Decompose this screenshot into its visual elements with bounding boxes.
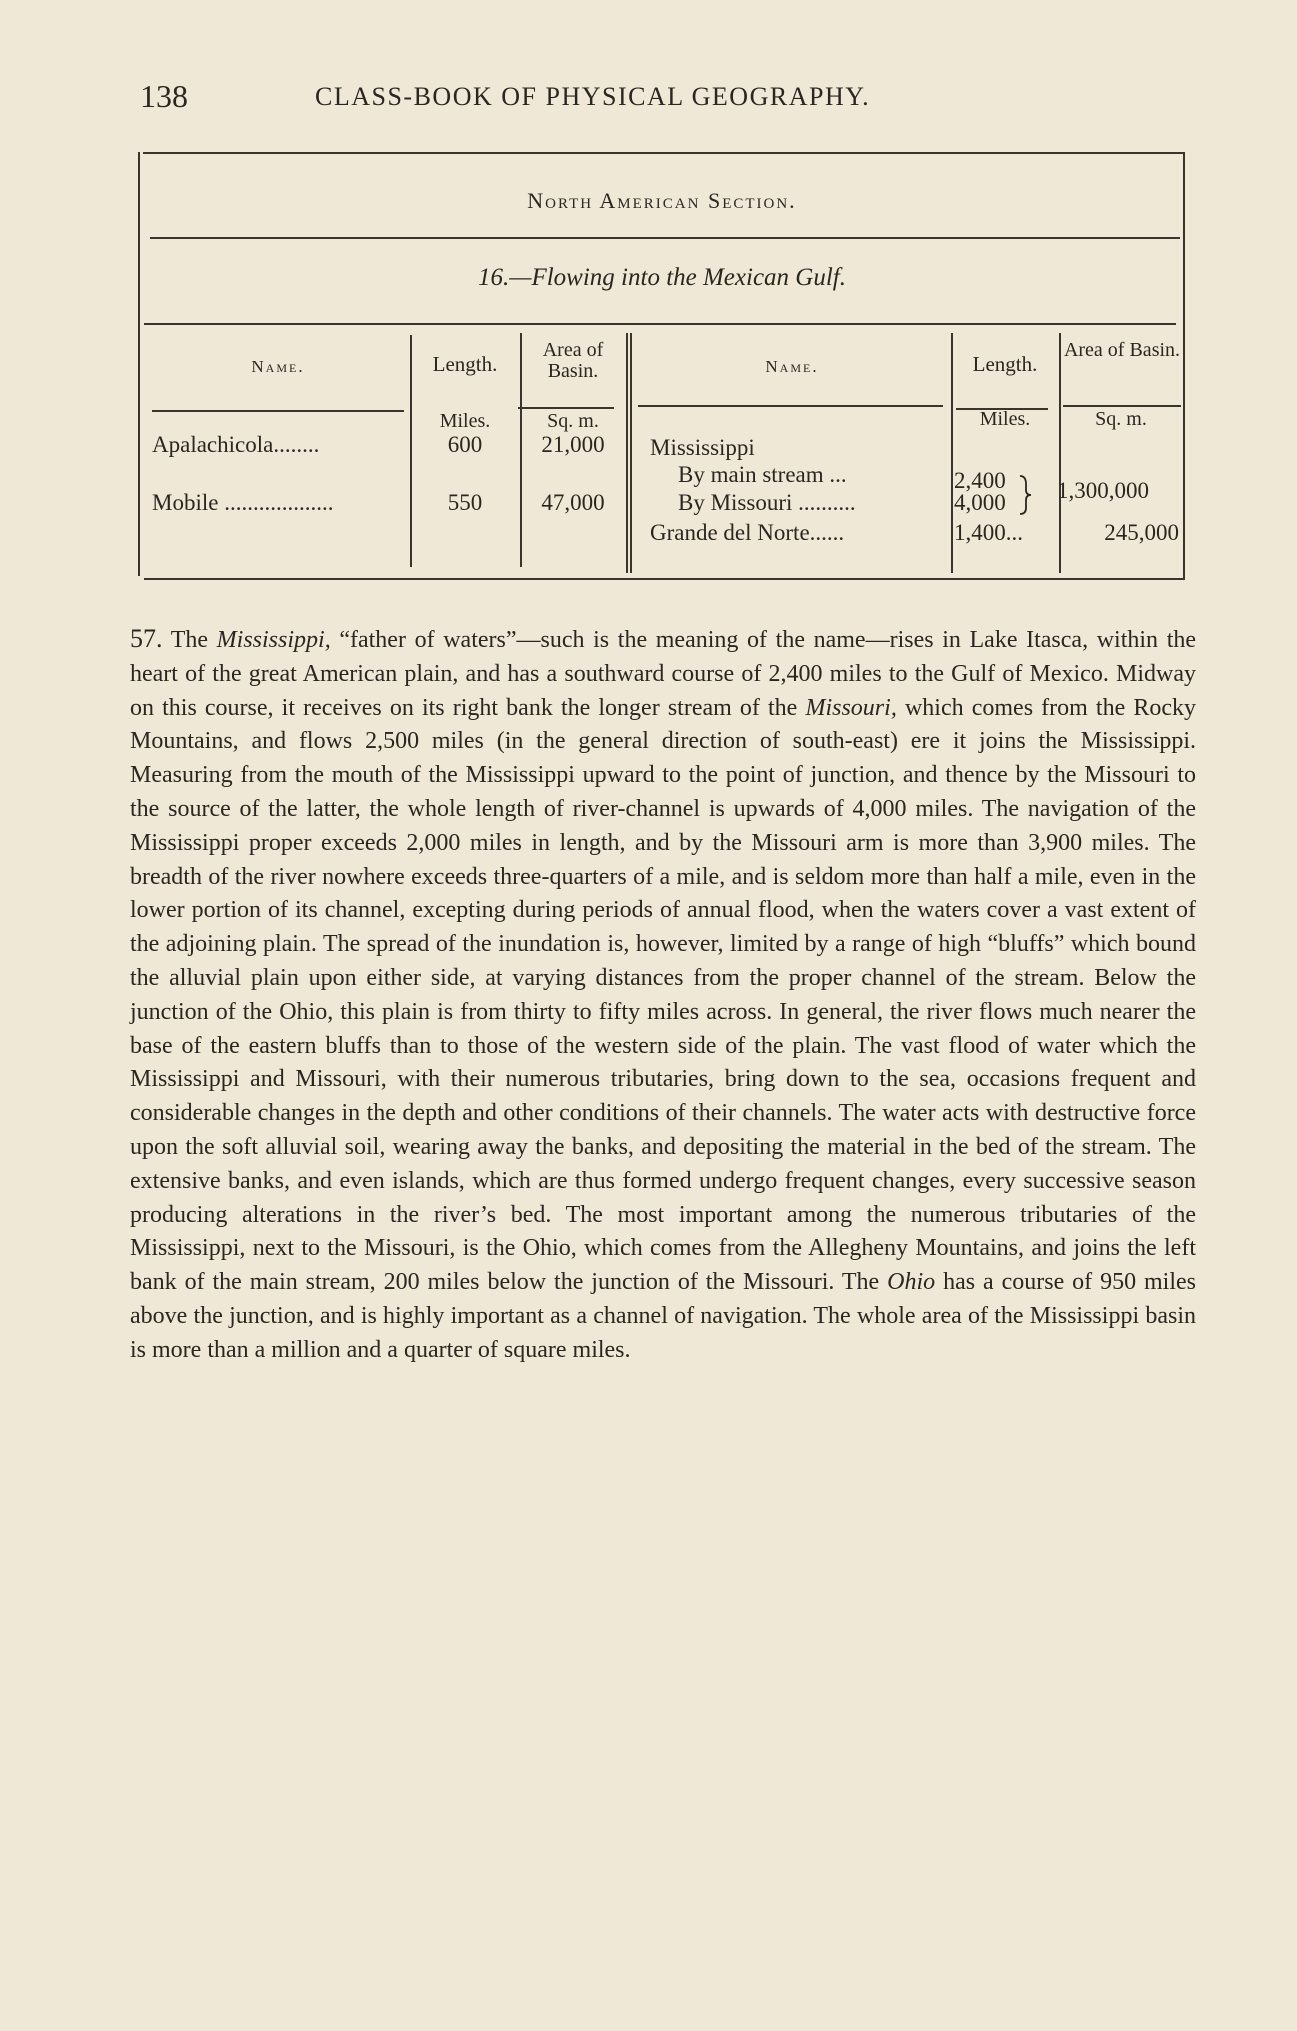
river-name: Mississippi <box>650 435 755 460</box>
river-length: 2,400 <box>954 468 1006 493</box>
river-name: Mobile ................... <box>152 490 334 515</box>
river-branch-name: By Missouri .......... <box>678 490 856 515</box>
river-name: Apalachicola........ <box>152 432 320 457</box>
rivers-table <box>138 150 1186 582</box>
river-length: 1,400... <box>954 520 1023 545</box>
header-underline <box>1063 405 1181 407</box>
running-title: CLASS-BOOK OF PHYSICAL GEOGRAPHY. <box>315 82 871 111</box>
unit-area-left: Sq. m. <box>547 410 599 432</box>
section-divider-rule <box>150 237 1180 239</box>
header-name-left: Name. <box>251 357 305 376</box>
unit-length-left: Miles. <box>439 410 491 432</box>
header-length-left: Length. <box>432 352 498 376</box>
header-name-right: Name. <box>765 357 819 376</box>
table-left-rule <box>138 152 140 576</box>
header-area-left: Area of Basin. <box>542 339 604 382</box>
river-basin-area: 1,300,000 <box>1057 478 1149 503</box>
river-branch-name: By main stream ... <box>678 462 847 487</box>
river-basin-area: 245,000 <box>1104 520 1179 545</box>
table-top-rule <box>143 152 1183 154</box>
body-paragraph: 57. The Mississippi, “father of waters”—such is the meaning of the name—rises in Lake Itasca, within the heart of the great American plain, and has a southward course of 2,400 miles to the Gulf of Mexico. Midway on this course, it receives on its right bank the longer stream of the Missouri, which comes from the Rocky Mountains, and flows 2,500 miles (in the general direction of south-east) ere it joins the Mississippi. Measuring from the mouth of the Mississippi upward to the point of junction, and thence by the Missouri to the source of the latter, the whole length of river-channel is upwards of 4,000 miles. The navigation of the Mississippi proper exceeds 2,000 miles in length, and by the Missouri arm is more than 3,900 miles. The breadth of the river nowhere exceeds three-quarters of a mile, and is seldom more than half a mile, even in the lower portion of its channel, excepting during periods of annual flood, when the waters cover a vast extent of the adjoining plain. The spread of the inundation is, however, limited by a range of high “bluffs” which bound the alluvial plain upon either side, at varying distances from the proper channel of the stream. Below the junction of the Ohio, this plain is from thirty to fifty miles across. In general, the river flows much nearer the base of the eastern bluffs than to those of the western side of the plain. The vast flood of water which the Mississippi and Missouri, with their numerous tributaries, bring down to the sea, occasions frequent and considerable changes in the depth and other conditions of their channels. The water acts with destructive force upon the soft alluvial soil, wearing away the banks, and depositing the material in the bed of the stream. The extensive banks, and even islands, which are thus formed undergo frequent changes, every successive season producing alterations in the river’s bed. The most important among the numerous tributaries of the Mississippi, next to the Missouri, is the Ohio, which comes from the Allegheny Mountains, and joins the left bank of the main stream, 200 miles below the junction of the Missouri. The Ohio has a course of 950 miles above the junction, and is highly important as a channel of navigation. The whole area of the Mississippi basin is more than a million and a quarter of square miles. <box>130 624 1197 1363</box>
paragraph-number: 57. <box>130 624 163 653</box>
river-length: 4,000 <box>954 490 1006 515</box>
table-right-rule <box>1183 152 1185 580</box>
term-ohio: Ohio <box>887 1269 936 1296</box>
header-underline <box>518 407 614 409</box>
river-length: 600 <box>447 432 483 457</box>
subsection-title: 16.—Flowing into the Mexican Gulf. <box>477 264 846 291</box>
river-length: 550 <box>447 490 483 515</box>
term-missouri: Missouri, <box>805 694 897 721</box>
unit-length-right: Miles. <box>979 408 1031 430</box>
unit-area-right: Sq. m. <box>1095 408 1147 430</box>
river-basin-area: 47,000 <box>541 490 605 515</box>
river-basin-area: 21,000 <box>541 432 605 457</box>
column-rule <box>626 333 628 573</box>
subsection-divider-rule <box>144 323 1176 325</box>
term-mississippi: Mississippi, <box>216 627 331 653</box>
table-bottom-rule <box>144 578 1184 580</box>
page-number: 138 <box>140 78 188 114</box>
section-title: North American Section. <box>527 188 797 213</box>
header-underline <box>152 410 404 412</box>
header-area-right: Area of Basin. <box>1063 339 1181 361</box>
column-rule <box>630 333 632 573</box>
header-underline <box>638 405 943 407</box>
header-length-right: Length. <box>972 352 1038 376</box>
page-header <box>140 78 1080 118</box>
river-name: Grande del Norte...... <box>650 520 845 545</box>
brace-icon <box>1017 472 1033 518</box>
